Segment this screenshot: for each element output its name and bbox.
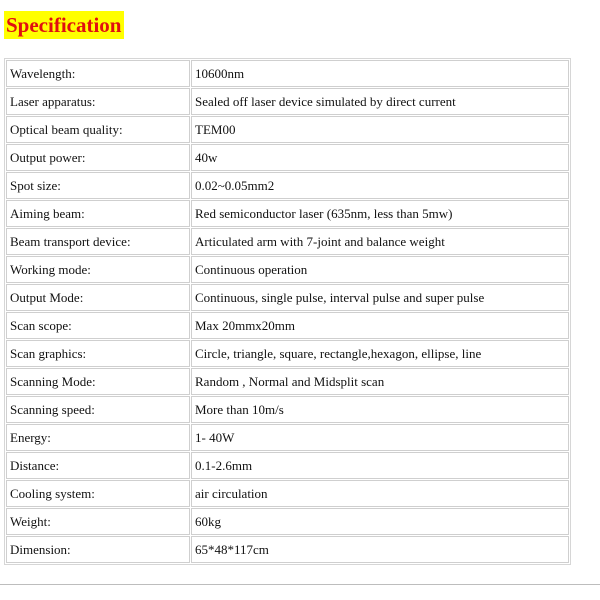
spec-value: 0.1-2.6mm — [191, 452, 569, 479]
spec-value: Continuous operation — [191, 256, 569, 283]
spec-label: Weight: — [6, 508, 190, 535]
spec-value: 40w — [191, 144, 569, 171]
spec-label: Cooling system: — [6, 480, 190, 507]
table-row — [6, 116, 569, 143]
spec-value: 1- 40W — [191, 424, 569, 451]
spec-label: Aiming beam: — [6, 200, 190, 227]
spec-label: Output Mode: — [6, 284, 190, 311]
bottom-divider — [0, 584, 600, 585]
spec-value: Sealed off laser device simulated by direct current — [191, 88, 569, 115]
spec-value: Red semiconductor laser (635nm, less than 5mw) — [191, 200, 569, 227]
table-row — [6, 536, 569, 563]
table-row — [6, 88, 569, 115]
spec-label: Energy: — [6, 424, 190, 451]
table-row — [6, 312, 569, 339]
spec-value: air circulation — [191, 480, 569, 507]
page-title: Specification — [6, 13, 122, 37]
spec-table-body — [6, 60, 569, 563]
spec-label: Optical beam quality: — [6, 116, 190, 143]
spec-value: More than 10m/s — [191, 396, 569, 423]
spec-value: Articulated arm with 7-joint and balance weight — [191, 228, 569, 255]
spec-label: Distance: — [6, 452, 190, 479]
spec-table — [4, 58, 571, 565]
spec-value: 60kg — [191, 508, 569, 535]
spec-value: TEM00 — [191, 116, 569, 143]
table-row — [6, 144, 569, 171]
spec-value: Random , Normal and Midsplit scan — [191, 368, 569, 395]
table-row — [6, 284, 569, 311]
table-row — [6, 172, 569, 199]
spec-label: Beam transport device: — [6, 228, 190, 255]
spec-label: Wavelength: — [6, 60, 190, 87]
table-row — [6, 228, 569, 255]
spec-label: Working mode: — [6, 256, 190, 283]
spec-label: Output power: — [6, 144, 190, 171]
spec-label: Spot size: — [6, 172, 190, 199]
table-row — [6, 480, 569, 507]
spec-label: Scan graphics: — [6, 340, 190, 367]
spec-label: Scanning Mode: — [6, 368, 190, 395]
spec-value: 0.02~0.05mm2 — [191, 172, 569, 199]
spec-value: 10600nm — [191, 60, 569, 87]
table-row — [6, 396, 569, 423]
table-row — [6, 200, 569, 227]
spec-label: Laser apparatus: — [6, 88, 190, 115]
spec-value: Max 20mmx20mm — [191, 312, 569, 339]
table-row — [6, 368, 569, 395]
table-row — [6, 508, 569, 535]
table-row — [6, 256, 569, 283]
heading-wrap — [4, 11, 124, 39]
table-row — [6, 452, 569, 479]
spec-label: Scanning speed: — [6, 396, 190, 423]
spec-value: Circle, triangle, square, rectangle,hexagon, ellipse, line — [191, 340, 569, 367]
spec-value: 65*48*117cm — [191, 536, 569, 563]
table-row — [6, 340, 569, 367]
spec-label: Dimension: — [6, 536, 190, 563]
table-row — [6, 60, 569, 87]
table-row — [6, 424, 569, 451]
spec-value: Continuous, single pulse, interval pulse and super pulse — [191, 284, 569, 311]
spec-label: Scan scope: — [6, 312, 190, 339]
